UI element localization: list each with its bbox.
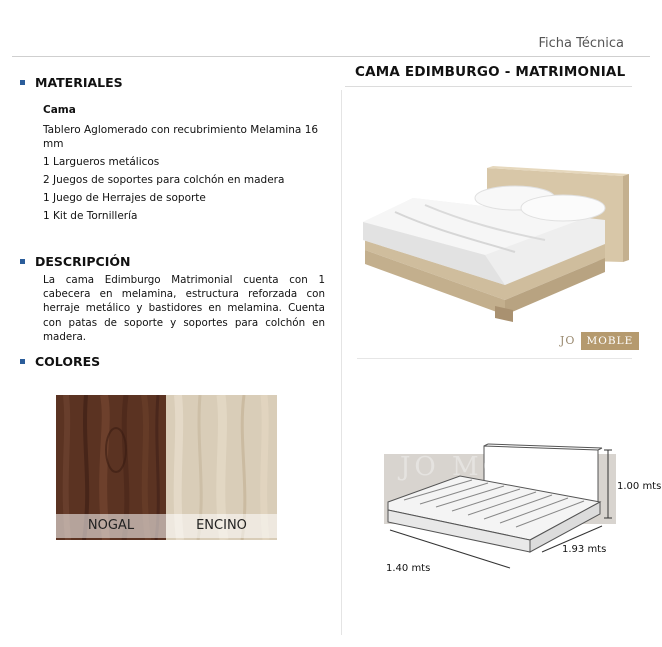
dimension-width: 1.40 mts (386, 563, 431, 574)
description-heading (20, 254, 130, 269)
materials-item: 1 Kit de Tornillería (43, 210, 138, 222)
materials-item: 2 Juegos de soportes para colchón en madera (43, 174, 285, 186)
dimension-drawing (380, 440, 660, 580)
materials-item: Tablero Aglomerado con recubrimiento Melamina 16 mm (43, 124, 319, 150)
bullet-icon (20, 80, 25, 85)
logo-text: MOBLE (581, 332, 640, 350)
description-heading-label: DESCRIPCIÓN (35, 254, 131, 269)
product-title: CAMA EDIMBURGO - MATRIMONIAL (355, 64, 626, 80)
header-title: Ficha Técnica (538, 36, 624, 51)
swatch-encino (166, 395, 277, 540)
watermark-text: JO MOBLE (400, 452, 576, 482)
colors-heading-label: COLORES (35, 354, 101, 369)
materials-heading-label: MATERIALES (35, 75, 123, 90)
title-divider (345, 86, 632, 87)
description-text: La cama Edimburgo Matrimonial cuenta con 1 cabecera en melamina, estructura reforzada con herraje metálico y bastidores en melamina. Cuenta con patas de soporte y soportes para colchón en madera. (43, 274, 325, 343)
bullet-icon (20, 259, 25, 264)
materials-list (43, 103, 333, 227)
colors-heading (20, 354, 100, 369)
materials-item: 1 Juego de Herrajes de soporte (43, 192, 206, 204)
logo-text: JO (560, 334, 576, 347)
image-divider (357, 358, 632, 359)
bullet-icon (20, 359, 25, 364)
dimension-height: 1.00 mts (617, 481, 662, 492)
materials-subheading: Cama (43, 104, 76, 116)
swatch-label: NOGAL (56, 514, 166, 538)
column-divider (341, 90, 342, 635)
materials-heading (20, 75, 123, 90)
bed-photo (355, 160, 635, 355)
bed-image (355, 160, 635, 355)
brand-logo (560, 329, 639, 348)
header-divider (12, 56, 650, 57)
swatch-label: ENCINO (166, 514, 277, 538)
dimension-length: 1.93 mts (562, 544, 607, 555)
swatch-nogal (56, 395, 166, 540)
materials-item: 1 Largueros metálicos (43, 156, 160, 168)
